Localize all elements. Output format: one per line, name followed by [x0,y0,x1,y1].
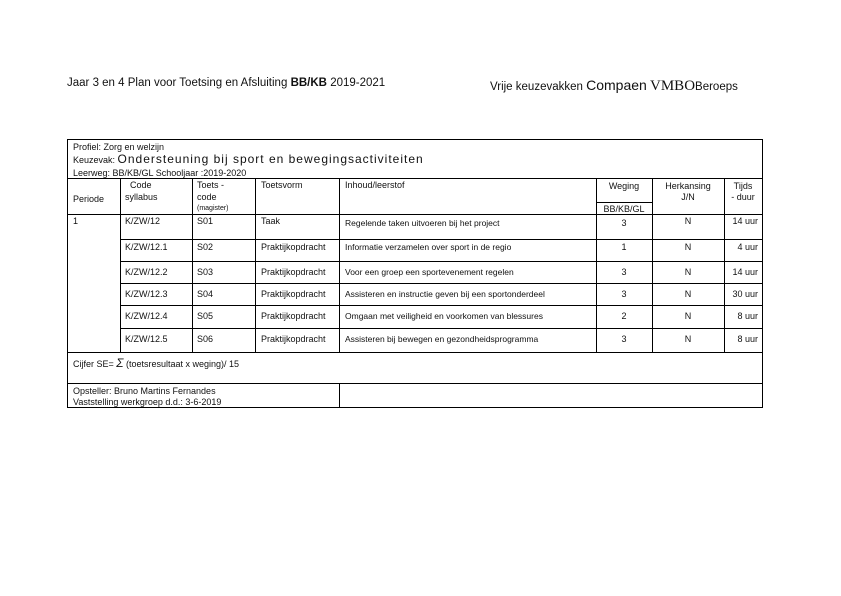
row-code: K/ZW/12 [125,216,161,226]
divider [68,214,762,215]
row-periode: 1 [73,216,79,226]
row-inhoud: Regelende taken uitvoeren bij het project [345,218,500,228]
divider [120,239,762,240]
divider [120,178,121,352]
row-weging: 3 [621,218,627,228]
profiel: Profiel: Zorg en welzijn [73,142,165,152]
row-toetsvorm: Praktijkopdracht [261,311,326,321]
header-subject-group: Vrije keuzevakken [490,81,583,93]
row-weging: 2 [621,311,627,321]
row-herkansing: N [684,311,692,321]
row-toetscode: S04 [197,289,214,299]
col-weging-sub: BB/KB/GL [603,204,645,214]
row-toetsvorm: Praktijkopdracht [261,267,326,277]
col-toets-1: Toets - [197,180,225,190]
header-years: 2019-2021 [330,77,386,89]
row-code: K/ZW/12.2 [125,267,168,277]
row-herkansing: N [684,267,692,277]
keuzevak-label: Keuzevak: [73,155,116,165]
divider [192,178,193,352]
col-toets-2: code [197,192,217,202]
row-weging: 3 [621,334,627,344]
row-toetsvorm: Praktijkopdracht [261,242,326,252]
divider [68,352,762,353]
row-toetscode: S03 [197,267,214,277]
keuzevak-value: Ondersteuning bij sport en bewegingsactiviteiten [117,152,424,166]
row-toetsvorm: Praktijkopdracht [261,334,326,344]
divider [120,305,762,306]
row-toetscode: S01 [197,216,214,226]
divider [255,178,256,352]
leerweg: Leerweg: BB/KB/GL Schooljaar :2019-2020 [73,168,247,178]
row-herkansing: N [684,216,692,226]
row-tijdsduur: 30 uur [732,289,758,299]
row-code: K/ZW/12.4 [125,311,168,321]
divider [339,383,340,408]
row-weging: 3 [621,289,627,299]
sigma-symbol: Σ [116,356,124,370]
row-toetsvorm: Praktijkopdracht [261,289,326,299]
row-inhoud: Assisteren bij bewegen en gezondheidsprogramma [345,334,539,344]
row-tijdsduur: 8 uur [737,311,758,321]
cijfer-suffix: (toetsresultaat x weging)/ 15 [126,359,240,369]
row-weging: 3 [621,267,627,277]
row-toetscode: S06 [197,334,214,344]
row-inhoud: Informatie verzamelen over sport in de regio [345,242,512,252]
divider [339,178,340,352]
row-herkansing: N [684,334,692,344]
row-tijdsduur: 4 uur [737,242,758,252]
pta-table [67,139,763,408]
row-herkansing: N [684,242,692,252]
col-inhoud: Inhoud/leerstof [345,180,405,190]
col-code-1: Code [130,180,152,190]
row-code: K/ZW/12.3 [125,289,168,299]
row-tijdsduur: 14 uur [732,267,758,277]
row-tijdsduur: 14 uur [732,216,758,226]
col-code-2: syllabus [125,192,158,202]
col-tijdsduur-1: Tijds [733,181,753,191]
divider [596,202,652,203]
row-tijdsduur: 8 uur [737,334,758,344]
row-weging: 1 [621,242,627,252]
row-code: K/ZW/12.5 [125,334,168,344]
header-beroeps: Beroeps [695,81,738,93]
header-title: Jaar 3 en 4 Plan voor Toetsing en Afsluiting [67,77,288,89]
divider [68,383,762,384]
header-left [67,77,385,89]
row-toetscode: S05 [197,311,214,321]
row-inhoud: Assisteren en instructie geven bij een sportonderdeel [345,289,545,299]
cijfer-prefix: Cijfer SE= [73,359,114,369]
divider [652,178,653,352]
vaststelling: Vaststelling werkgroep d.d.: 3-6-2019 [73,397,222,407]
row-herkansing: N [684,289,692,299]
divider [120,261,762,262]
col-tijdsduur-2: - duur [731,192,755,202]
header-right [490,77,738,95]
opsteller: Opsteller: Bruno Martins Fernandes [73,386,216,396]
row-inhoud: Voor een groep een sportevenement regelen [345,267,514,277]
divider [120,328,762,329]
cijfer-formula [73,358,239,370]
row-code: K/ZW/12.1 [125,242,168,252]
row-toetscode: S02 [197,242,214,252]
col-weging: Weging [608,181,640,191]
divider [724,178,725,352]
header-school: Compaen [586,77,647,93]
header-vmbo: VMBO [650,78,696,94]
keuzevak [73,154,424,166]
col-herkansing-1: Herkansing [665,181,711,191]
col-toets-3: (magister) [197,205,229,212]
col-periode: Periode [73,194,105,204]
col-herkansing-2: J/N [681,192,695,202]
header-level: BB/KB [290,77,327,89]
divider [120,283,762,284]
col-toetsvorm: Toetsvorm [261,180,303,190]
row-inhoud: Omgaan met veiligheid en voorkomen van blessures [345,311,543,321]
row-toetsvorm: Taak [261,216,281,226]
